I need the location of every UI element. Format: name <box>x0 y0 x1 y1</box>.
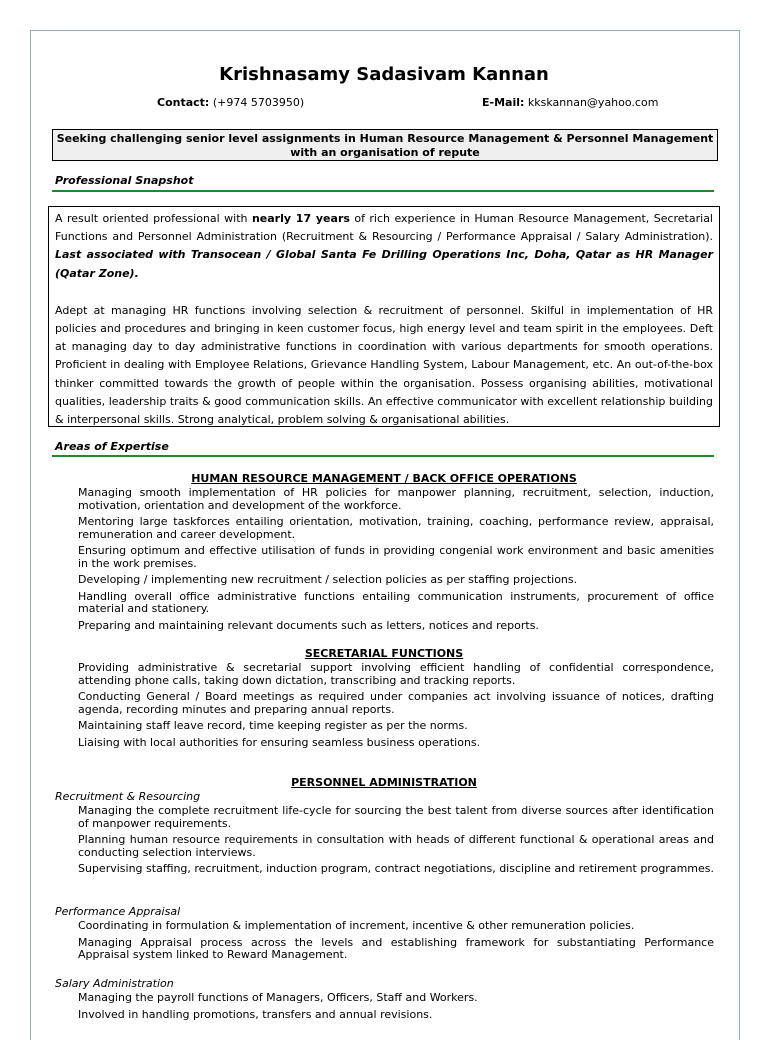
list-item: Providing administrative & secretarial support involving efficient handling of confidential correspondence, attending phone calls, taking down dictation, transcribing and tracking reports. <box>78 661 714 687</box>
snapshot-years: nearly 17 years <box>251 212 350 225</box>
list-item: Preparing and maintaining relevant documents such as letters, notices and reports. <box>78 618 539 632</box>
hr-list <box>78 487 714 636</box>
expertise-title: Areas of Expertise <box>55 440 169 453</box>
snapshot-text-a: A result oriented professional with <box>55 212 252 225</box>
email-address[interactable]: kkskannan@yahoo.com <box>527 96 659 109</box>
email-line <box>482 96 658 109</box>
list-item: Planning human resource requirements in consultation with heads of different functional & operational areas and conducting selection interviews. <box>78 833 714 859</box>
email-label: E-Mail: <box>482 96 525 109</box>
contact-line <box>157 96 304 109</box>
list-item: Developing / implementing new recruitment / selection policies as per staffing projections. <box>78 573 578 586</box>
snapshot-rule <box>52 190 714 192</box>
contact-label: Contact: <box>157 96 210 109</box>
snapshot-box <box>48 206 720 427</box>
list-item: Maintaining staff leave record, time keeping register as per the norms. <box>78 719 468 732</box>
performance-label: Performance Appraisal <box>55 905 181 918</box>
list-item: Supervising staffing, recruitment, induction program, contract negotiations, discipline and retirement programmes. <box>78 862 714 875</box>
personnel-heading: PERSONNEL ADMINISTRATION <box>291 776 477 789</box>
performance-list <box>78 920 714 966</box>
list-item: Coordinating in formulation & implementation of increment, incentive & other remuneration policies. <box>78 919 635 932</box>
hr-heading: HUMAN RESOURCE MANAGEMENT / BACK OFFICE OPERATIONS <box>191 472 577 485</box>
list-item: Ensuring optimum and effective utilisation of funds in providing congenial work environment and basic amenities in the work premises. <box>78 544 714 570</box>
contact-phone: (+974 5703950) <box>212 96 305 109</box>
list-item: Handling overall office administrative functions entailing communication instruments, procurement of office material and stationery. <box>78 589 714 615</box>
recruitment-list <box>78 805 714 880</box>
snapshot-paragraph-2: Adept at managing HR functions involving selection & recruitment of personnel. Skilful in implementation of HR policies and procedures and bringing in keen customer focus, high energy level and team spirit in the employees. Deft at managing day to day administrative functions in coordination with various departments for smooth operations. Proficient in dealing with Employee Relations, Grievance Handling System, Labour Management, etc. An out-of-the-box thinker committed towards the growth of people within the organisation. Possess organising abilities, motivational qualities, leadership traits & good communication skills. An effective communicator with excellent relationship building & interpersonal skills. Strong analytical, problem solving & organisational abilities. <box>55 303 713 427</box>
snapshot-last-role: Last associated with Transocean / Global Santa Fe Drilling Operations Inc, Doha, Qatar as HR Manager (Qatar Zone). <box>55 248 713 280</box>
objective-line-1: Seeking challenging senior level assignments in Human Resource Management & Personnel Management <box>56 132 714 145</box>
salary-label: Salary Administration <box>55 977 174 990</box>
list-item: Conducting General / Board meetings as required under companies act involving issuance of notices, drafting agenda, recording minutes and preparing annual reports. <box>78 690 714 716</box>
snapshot-title: Professional Snapshot <box>55 174 194 187</box>
list-item: Managing smooth implementation of HR policies for manpower planning, recruitment, selection, induction, motivation, orientation and development of the workforce. <box>78 486 714 512</box>
list-item: Managing Appraisal process across the levels and establishing framework for substantiating Performance Appraisal system linked to Reward Management. <box>78 935 714 961</box>
objective-box <box>52 129 718 161</box>
secretarial-heading: SECRETARIAL FUNCTIONS <box>304 647 464 660</box>
list-item: Liaising with local authorities for ensuring seamless business operations. <box>78 735 481 749</box>
secretarial-list <box>78 662 714 753</box>
snapshot-text-c: of rich experience in Human Resource Management, Secretarial Functions and Personnel Administration (Recruitment & Resourcing / Performance Appraisal / Salary Administration). <box>55 212 713 244</box>
candidate-name: Krishnasamy Sadasivam Kannan <box>219 64 549 85</box>
list-item: Managing the payroll functions of Managers, Officers, Staff and Workers. <box>78 991 478 1004</box>
snapshot-paragraph-1 <box>55 210 713 283</box>
expertise-rule <box>52 455 714 457</box>
list-item: Managing the complete recruitment life-cycle for sourcing the best talent from diverse sources after identification of manpower requirements. <box>78 804 714 830</box>
recruitment-label: Recruitment & Resourcing <box>55 790 201 803</box>
list-item: Mentoring large taskforces entailing orientation, motivation, training, coaching, performance review, appraisal, remuneration and career development. <box>78 515 714 541</box>
salary-list <box>78 992 714 1025</box>
list-item: Involved in handling promotions, transfers and annual revisions. <box>78 1007 433 1021</box>
objective-line-2: with an organisation of repute <box>290 146 480 159</box>
